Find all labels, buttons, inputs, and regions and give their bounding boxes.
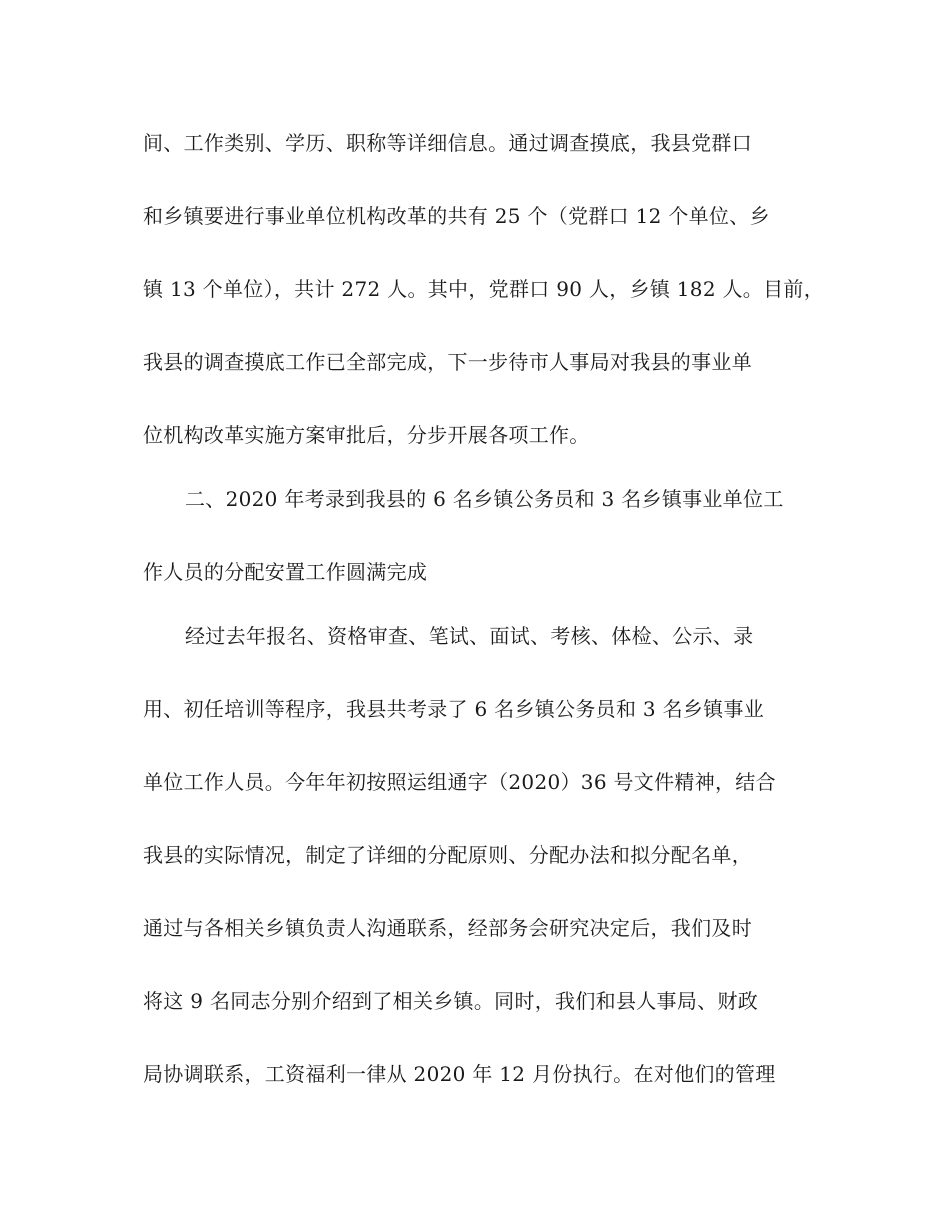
- section-heading-line-1: 二、2020 年考录到我县的 6 名乡镇公务员和 3 名乡镇事业单位工: [185, 487, 784, 511]
- paragraph-line-11: 将这 9 名同志分别介绍到了相关乡镇。同时，我们和县人事局、财政: [143, 989, 759, 1013]
- paragraph-line-5: 位机构改革实施方案审批后，分步开展各项工作。: [143, 423, 590, 447]
- paragraph-line-3: 镇 13 个单位），共计 272 人。其中，党群口 90 人，乡镇 182 人。目前，: [143, 277, 825, 301]
- paragraph-line-1: 间、工作类别、学历、职称等详细信息。通过调查摸底，我县党群口: [143, 131, 752, 155]
- paragraph-line-6: 经过去年报名、资格审查、笔试、面试、考核、体检、公示、录: [185, 624, 754, 648]
- paragraph-line-7: 用、初任培训等程序，我县共考录了 6 名乡镇公务员和 3 名乡镇事业: [143, 697, 765, 721]
- paragraph-line-10: 通过与各相关乡镇负责人沟通联系，经部务会研究决定后，我们及时: [143, 916, 752, 940]
- paragraph-line-8: 单位工作人员。今年年初按照运组通字（2020）36 号文件精神，结合: [143, 770, 776, 794]
- paragraph-line-9: 我县的实际情况，制定了详细的分配原则、分配办法和拟分配名单，: [143, 843, 752, 867]
- section-heading-line-2: 作人员的分配安置工作圆满完成: [143, 560, 428, 584]
- paragraph-line-4: 我县的调查摸底工作已全部完成，下一步待市人事局对我县的事业单: [143, 350, 752, 374]
- paragraph-line-2: 和乡镇要进行事业单位机构改革的共有 25 个（党群口 12 个单位、乡: [143, 204, 770, 228]
- paragraph-line-12: 局协调联系，工资福利一律从 2020 年 12 月份执行。在对他们的管理: [143, 1062, 776, 1086]
